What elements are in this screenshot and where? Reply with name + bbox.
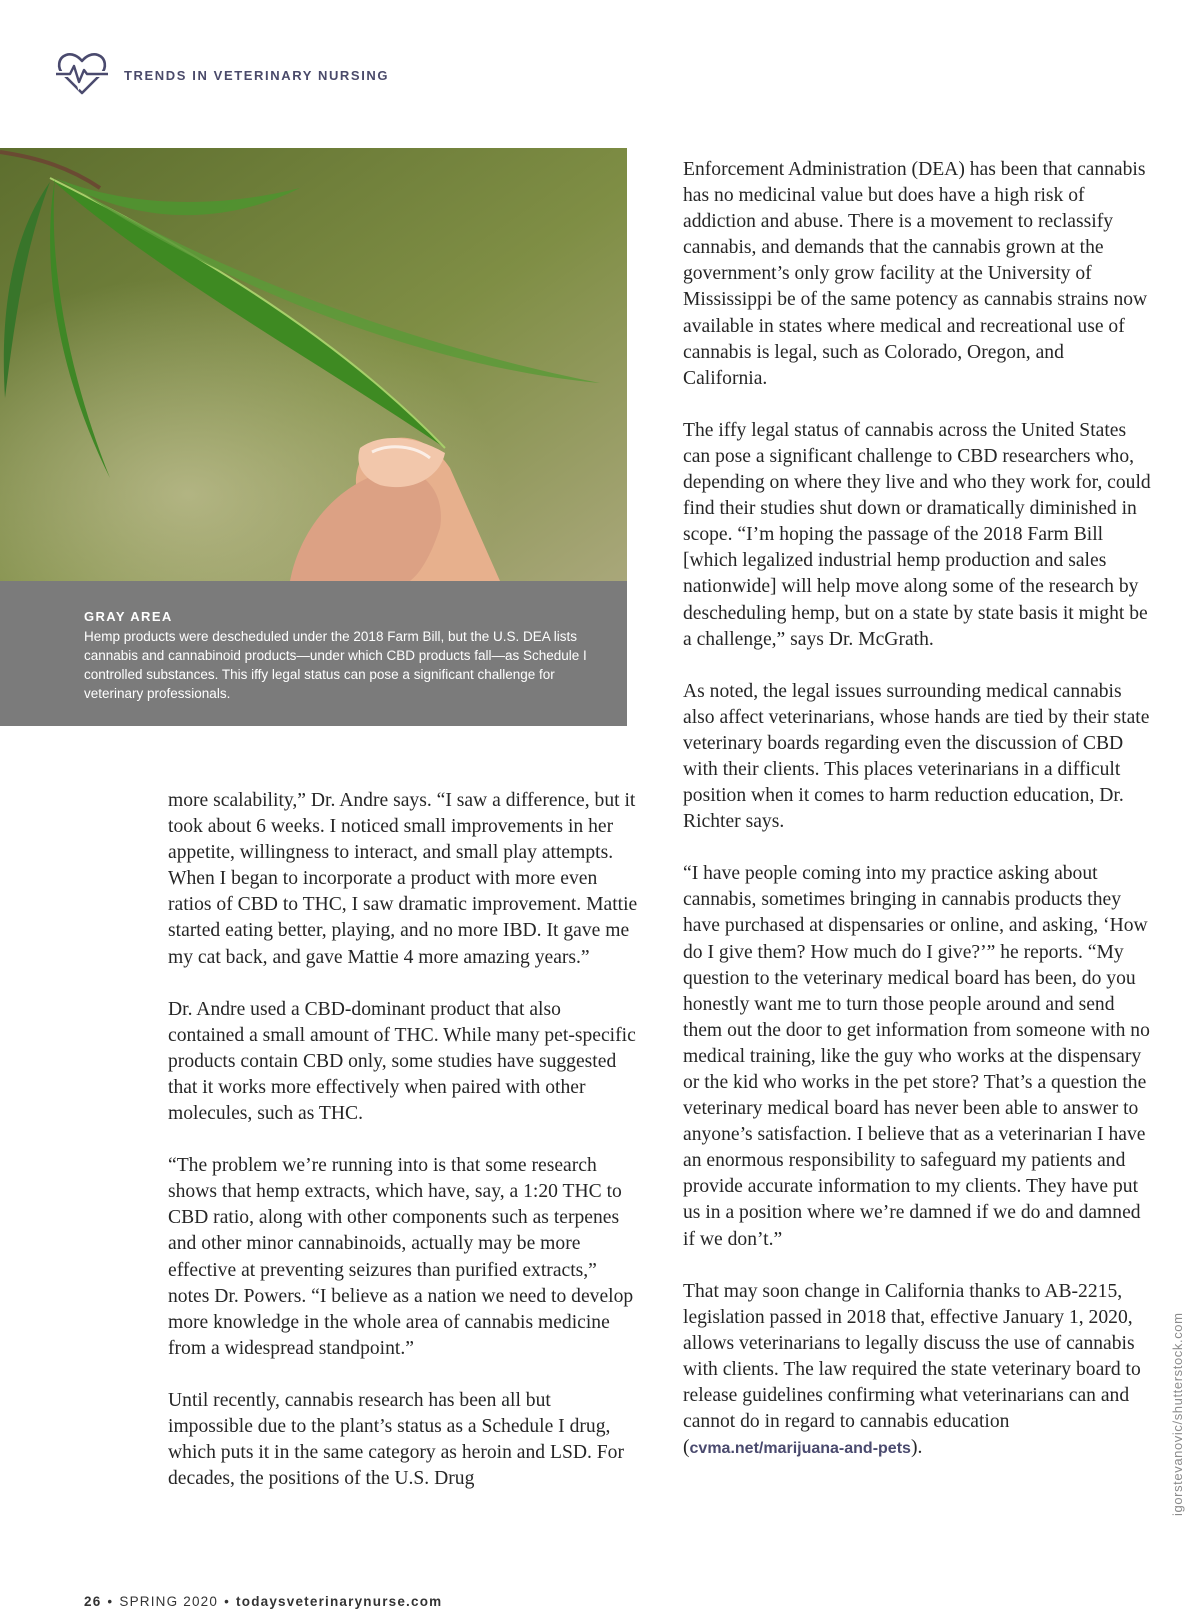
separator: • [224, 1594, 231, 1609]
paragraph: Until recently, cannabis research has been all but impossible due to the plant’s status as a Schedule I drug, which puts it in the same category as heroin and LSD. For decades, the positions of the U.S. Drug [168, 1389, 625, 1490]
paragraph: Dr. Andre used a CBD-dominant product that also contained a small amount of THC. While many pet-specific products contain CBD only, some studies have suggested that it works more effectively when paired with other molecules, such as THC. [168, 998, 636, 1125]
issue-label: SPRING 2020 [119, 1594, 219, 1609]
paragraph-text: That may soon change in California thanks to AB-2215, legislation passed in 2018 that, effective January 1, 2020, allows veterinarians to legally discuss the use of cannabis with clients. The law required the state veterinary board to release guidelines confirming what veterinarians can and cannot do in regard to cannabis education ( [683, 1280, 1141, 1459]
paragraph: Enforcement Administration (DEA) has been that cannabis has no medicinal value but does have a high risk of addiction and abuse. There is a movement to reclassify cannabis, and demands that the cannabis grown at the government’s only grow facility at the University of Mississippi be of the same potency as cannabis strains now available in states where medical and recreational use of cannabis is legal, such as Colorado, Oregon, and California. [683, 159, 1148, 389]
site-name[interactable]: todaysveterinarynurse.com [236, 1594, 443, 1609]
paragraph-end: ). [910, 1437, 923, 1459]
separator: • [107, 1594, 114, 1609]
paragraph: “I have people coming into my practice asking about cannabis, sometimes bringing in cannabis products they have purchased at dispensaries or online, and asking, ‘How do I give them? How much do I give?’” he reports. “My question to the veterinary medical board has been, do you honestly want me to turn those people around and send them out the door to get information from someone with no medical training, like the guy who works at the dispensary or the kid who works in the pet store? That’s a question the veterinary medical board has never been able to answer to anyone’s satisfaction. I believe that as a veterinarian I have an enormous responsibility to safeguard my patients and provide accurate information to my clients. They have put us in a position where we’re damned if we do and damned if we don’t.” [683, 863, 1150, 1250]
right-column [683, 157, 1153, 1488]
caption-text: Hemp products were descheduled under the 2018 Farm Bill, but the U.S. DEA lists cannabis and cannabinoid products—under which CBD products fall—as Schedule I controlled substances. This iffy legal status can pose a significant challenge for veterinary professionals. [84, 629, 587, 701]
paragraph: “The problem we’re running into is that some research shows that hemp extracts, which have, say, a 1:20 THC to CBD ratio, along with other components such as terpenes and other minor cannabinoids, actually may be more effective at preventing seizures than purified extracts,” notes Dr. Powers. “I believe as a nation we need to develop more knowledge in the whole area of cannabis medicine from a widespread standpoint.” [168, 1155, 634, 1359]
page-footer [84, 1594, 442, 1609]
paragraph: The iffy legal status of cannabis across the United States can pose a significant challenge to CBD researchers who, depending on where they live and who they work for, could find their studies shut down or dramatically diminished in scope. “I’m hoping the passage of the 2018 Farm Bill [which legalized industrial hemp production and sales nationwide] will help move along some of the research by descheduling hemp, but on a state by state basis it might be a challenge,” says Dr. McGrath. [683, 419, 1151, 650]
last-paragraph [683, 1279, 1153, 1463]
heart-pulse-icon [56, 52, 108, 96]
cvma-link[interactable]: cvma.net/marijuana-and-pets [689, 1440, 911, 1458]
page-number: 26 [84, 1594, 102, 1609]
left-column [168, 788, 638, 1518]
paragraph: more scalability,” Dr. Andre says. “I saw a difference, but it took about 6 weeks. I noticed small improvements in her appetite, willingness to interact, and small play attempts. When I began to incorporate a product with more even ratios of CBD to THC, I saw dramatic improvement. Mattie started eating better, playing, and no more IBD. It gave me my cat back, and gave Mattie 4 more amazing years.” [168, 790, 638, 968]
photo-caption [0, 581, 627, 726]
hemp-leaf-photo [0, 148, 627, 581]
section-label: TRENDS IN VETERINARY NURSING [124, 68, 390, 83]
paragraph: As noted, the legal issues surrounding medical cannabis also affect veterinarians, whose hands are tied by their state veterinary boards regarding even the discussion of CBD with their clients. This places veterinarians in a difficult position when it comes to harm reduction education, Dr. Richter says. [683, 680, 1150, 833]
caption-title: GRAY AREA [84, 609, 173, 624]
photo-credit: igorstevanovic/shutterstock.com [1170, 1312, 1185, 1516]
